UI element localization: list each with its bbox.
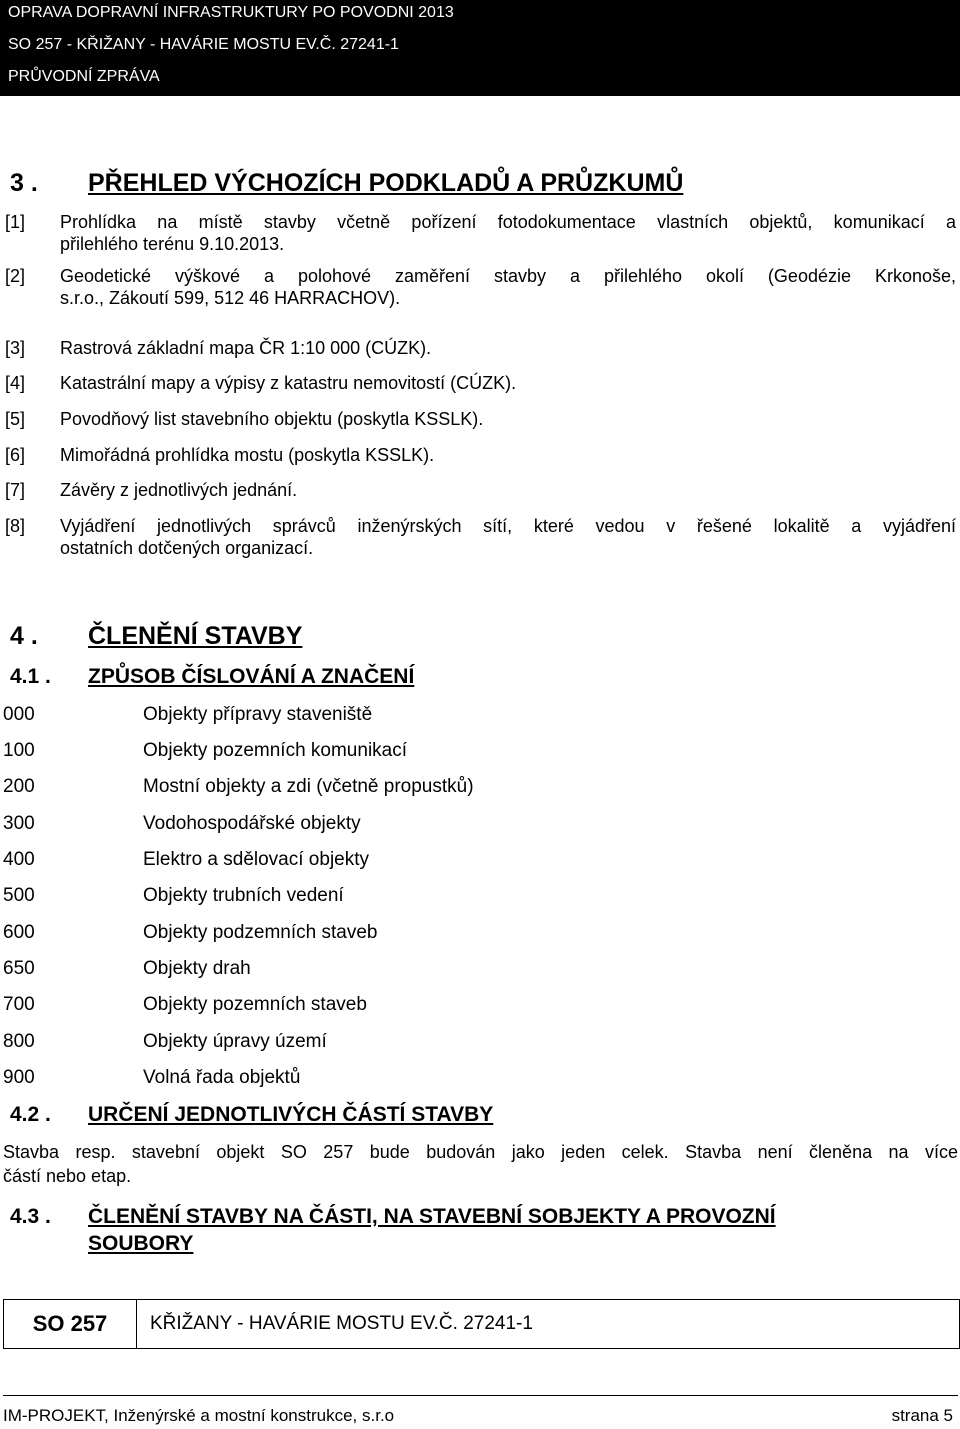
object-code: 400	[3, 849, 35, 870]
object-label: Objekty úpravy území	[143, 1031, 327, 1052]
section-3-title: PŘEHLED VÝCHOZÍCH PODKLADŮ A PRŮZKUMŮ	[88, 169, 684, 197]
reference-text: Mimořádná prohlídka mostu (poskytla KSSLK).	[60, 445, 435, 465]
section-4-3-title-line2: SOUBORY	[88, 1232, 194, 1255]
section-4-title: ČLENĚNÍ STAVBY	[88, 622, 303, 650]
object-label: Objekty drah	[143, 958, 251, 979]
object-label: Volná řada objektů	[143, 1067, 301, 1088]
object-label: Elektro a sdělovací objekty	[143, 849, 370, 870]
header-project-title: OPRAVA DOPRAVNÍ INFRASTRUKTURY PO POVODNI 2013	[8, 4, 454, 21]
reference-text: Katastrální mapy a výpisy z katastru nemovitostí (CÚZK).	[60, 373, 517, 393]
reference-text: Závěry z jednotlivých jednání.	[60, 480, 298, 500]
reference-number: [1]	[5, 212, 26, 232]
reference-number: [5]	[5, 409, 26, 429]
object-code: 700	[3, 994, 35, 1015]
reference-number: [3]	[5, 338, 26, 358]
object-code: 000	[3, 704, 35, 725]
header-report-type: PRŮVODNÍ ZPRÁVA	[8, 68, 160, 85]
section-4-1-title: ZPŮSOB ČÍSLOVÁNÍ A ZNAČENÍ	[88, 665, 415, 688]
object-label: Objekty pozemních komunikací	[143, 740, 408, 761]
section-4-2-number: 4.2 .	[10, 1103, 51, 1126]
footer-divider	[3, 1395, 958, 1396]
header-object-title: SO 257 - KŘIŽANY - HAVÁRIE MOSTU EV.Č. 27241-1	[8, 36, 399, 53]
reference-text: Rastrová základní mapa ČR 1:10 000 (CÚZK).	[60, 338, 432, 358]
section-3-number: 3 .	[10, 169, 38, 197]
reference-text: Vyjádření jednotlivých správců inženýrských sítí, které vedou v řešené lokalitě a vyjádření ostatních dotčených organizací.	[60, 516, 956, 558]
object-label: Objekty trubních vedení	[143, 885, 344, 906]
reference-text: Geodetické výškové a polohové zaměření stavby a přilehlého okolí (Geodézie Krkonoše, s.r.o., Zákoutí 599, 512 46 HARRACHOV).	[60, 266, 956, 308]
reference-number: [4]	[5, 373, 26, 393]
object-code: 650	[3, 958, 35, 979]
reference-text: Povodňový list stavebního objektu (poskytla KSSLK).	[60, 409, 484, 429]
so-table	[3, 1299, 960, 1349]
section-4-2-title: URČENÍ JEDNOTLIVÝCH ČÁSTÍ STAVBY	[88, 1103, 494, 1126]
section-4-2-paragraph: Stavba resp. stavební objekt SO 257 bude budován jako jeden celek. Stavba není členěna na více částí nebo etap.	[3, 1142, 958, 1186]
object-label: Vodohospodářské objekty	[143, 813, 361, 834]
object-code: 500	[3, 885, 35, 906]
page-header	[0, 0, 960, 96]
so-code-cell: SO 257	[4, 1300, 137, 1348]
section-4-3-number: 4.3 .	[10, 1205, 51, 1228]
object-code: 300	[3, 813, 35, 834]
footer-company: IM-PROJEKT, Inženýrské a mostní konstrukce, s.r.o	[3, 1406, 395, 1425]
object-code: 900	[3, 1067, 35, 1088]
object-label: Objekty přípravy staveniště	[143, 704, 373, 725]
section-4-number: 4 .	[10, 622, 38, 650]
reference-number: [2]	[5, 266, 26, 286]
reference-number: [7]	[5, 480, 26, 500]
object-code: 600	[3, 922, 35, 943]
object-label: Objekty podzemních staveb	[143, 922, 378, 943]
object-label: Mostní objekty a zdi (včetně propustků)	[143, 776, 474, 797]
so-name-cell: KŘIŽANY - HAVÁRIE MOSTU EV.Č. 27241-1	[150, 1313, 533, 1334]
footer-page-number: strana 5	[891, 1406, 953, 1425]
section-4-1-number: 4.1 .	[10, 665, 51, 688]
reference-number: [6]	[5, 445, 26, 465]
object-label: Objekty pozemních staveb	[143, 994, 367, 1015]
object-code: 200	[3, 776, 35, 797]
reference-number: [8]	[5, 516, 26, 536]
object-code: 800	[3, 1031, 35, 1052]
object-code: 100	[3, 740, 35, 761]
reference-text: Prohlídka na místě stavby včetně pořízení fotodokumentace vlastních objektů, komunikací a přilehlého terénu 9.10.2013.	[60, 212, 956, 254]
section-4-3-title-line1: ČLENĚNÍ STAVBY NA ČÁSTI, NA STAVEBNÍ SOBJEKTY A PROVOZNÍ	[88, 1205, 776, 1228]
